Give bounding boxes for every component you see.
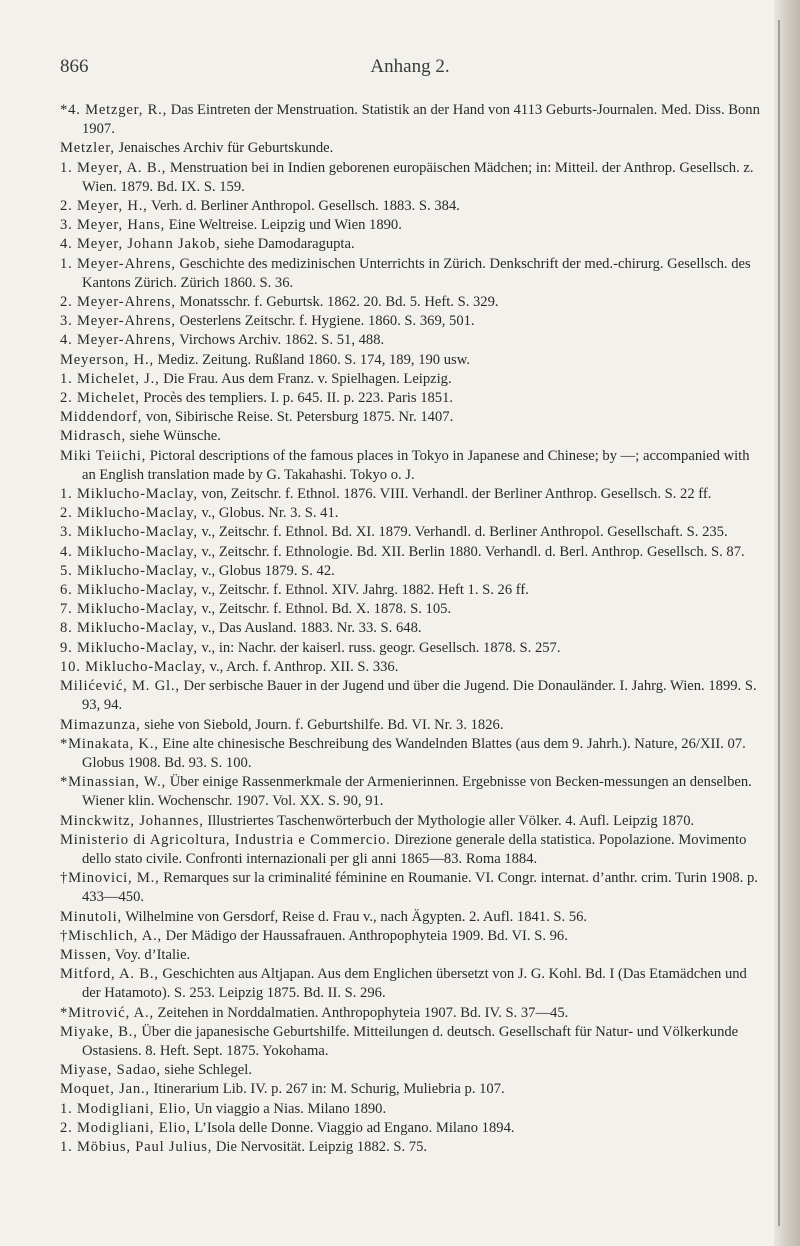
entry-author: 4. Meyer, Johann Jakob, <box>60 236 221 253</box>
entry-text: Die Nervosität. Leipzig 1882. S. 75. <box>212 1138 428 1155</box>
entry-text: Der Mädigo der Haussafrauen. Anthropophyteia 1909. Bd. VI. S. 96. <box>162 927 568 944</box>
bibliography-entry <box>60 485 766 504</box>
entry-text: Über einige Rassenmerkmale der Armenierinnen. Ergebnisse von Becken-messungen an denselben. Wiener klin. Wochenschr. 1907. Vol. XX. S. 90, 91. <box>82 774 752 810</box>
bibliography-entry <box>60 946 766 965</box>
entry-text: Eine Weltreise. Leipzig und Wien 1890. <box>165 217 402 234</box>
bibliography-entry <box>60 293 766 312</box>
entry-author: Minutoli, <box>60 908 122 925</box>
bibliography-entry <box>60 216 766 235</box>
entry-author: Mimazunza, <box>60 716 141 733</box>
bibliography-entry <box>60 619 766 638</box>
entry-author: *Mitrović, A., <box>60 1004 154 1021</box>
bibliography-entry <box>60 389 766 408</box>
entry-author: 2. Miklucho-Maclay, <box>60 505 198 522</box>
entry-author: Miyake, B., <box>60 1023 138 1040</box>
entry-text: Un viaggio a Nias. Milano 1890. <box>190 1100 387 1117</box>
entry-author: 1. Modigliani, Elio, <box>60 1100 191 1117</box>
entry-author: †Mischlich, A., <box>60 927 162 944</box>
bibliography-entry <box>60 1138 766 1157</box>
gutter-line <box>778 20 780 1226</box>
entry-author: 2. Meyer, H., <box>60 198 148 215</box>
bibliography-entry <box>60 735 766 773</box>
bibliography-list <box>60 101 766 1157</box>
entry-author: *Minassian, W., <box>60 774 167 791</box>
bibliography-entry <box>60 543 766 562</box>
entry-author: 7. Miklucho-Maclay, <box>60 601 198 618</box>
entry-text: Eine alte chinesische Beschreibung des Wandelnden Blattes (aus dem 9. Jahrh.). Nature, 26/XII. 07. Globus 1908. Bd. 93. S. 100. <box>82 735 746 771</box>
entry-author: 1. Meyer, A. B., <box>60 159 167 176</box>
entry-author: 4. Miklucho-Maclay, <box>60 543 198 560</box>
entry-text: v., Globus 1879. S. 42. <box>197 562 335 579</box>
bibliography-entry <box>60 255 766 293</box>
entry-author: 2. Meyer-Ahrens, <box>60 294 176 311</box>
entry-author: Ministerio di Agricoltura, Industria e Commercio. <box>60 831 391 848</box>
bibliography-entry <box>60 370 766 389</box>
entry-text: Verh. d. Berliner Anthropol. Gesellsch. 1883. S. 384. <box>147 198 460 215</box>
entry-text: v., Zeitschr. f. Ethnol. Bd. X. 1878. S. 105. <box>197 601 452 618</box>
entry-author: Meyerson, H., <box>60 351 154 368</box>
entry-author: Milićević, M. Gl., <box>60 678 180 695</box>
entry-text: Das Eintreten der Menstruation. Statistik an der Hand von 4113 Geburts-Journalen. Med. Diss. Bonn 1907. <box>82 102 760 138</box>
bibliography-entry <box>60 677 766 715</box>
entry-author: 3. Meyer-Ahrens, <box>60 313 176 330</box>
entry-text: v., Globus. Nr. 3. S. 41. <box>197 505 339 522</box>
entry-text: Remarques sur la criminalité féminine en Roumanie. VI. Congr. internat. d’anthr. crim. Turin 1908. p. 433—450. <box>82 870 758 906</box>
bibliography-entry <box>60 600 766 619</box>
entry-text: Oesterlens Zeitschr. f. Hygiene. 1860. S. 369, 501. <box>175 313 475 330</box>
entry-author: Middendorf, <box>60 409 143 426</box>
entry-author: 1. Möbius, Paul Julius, <box>60 1138 213 1155</box>
bibliography-entry <box>60 331 766 350</box>
entry-author: Moquet, Jan., <box>60 1081 150 1098</box>
entry-author: 8. Miklucho-Maclay, <box>60 620 198 637</box>
bibliography-entry <box>60 965 766 1003</box>
entry-text: Virchows Archiv. 1862. S. 51, 488. <box>175 332 385 349</box>
entry-author: 2. Modigliani, Elio, <box>60 1119 191 1136</box>
bibliography-entry <box>60 504 766 523</box>
bibliography-entry <box>60 312 766 331</box>
page-header <box>60 56 760 84</box>
entry-text: Itinerarium Lib. IV. p. 267 in: M. Schurig, Muliebria p. 107. <box>149 1081 505 1098</box>
page-number: 866 <box>60 56 89 77</box>
entry-text: Die Frau. Aus dem Franz. v. Spielhagen. Leipzig. <box>159 370 452 387</box>
entry-text: Geschichte des medizinischen Unterrichts in Zürich. Denkschrift der med.-chirurg. Gesellsch. des Kantons Zürich. Zürich 1860. S. 36. <box>82 255 751 291</box>
bibliography-entry <box>60 1100 766 1119</box>
entry-text: von, Zeitschr. f. Ethnol. 1876. VIII. Verhandl. der Berliner Anthrop. Gesellsch. S. 22 ff. <box>197 486 712 503</box>
bibliography-entry <box>60 408 766 427</box>
bibliography-entry <box>60 523 766 542</box>
entry-text: Wilhelmine von Gersdorf, Reise d. Frau v., nach Ägypten. 2. Aufl. 1841. S. 56. <box>121 908 588 925</box>
bibliography-entry <box>60 235 766 254</box>
entry-text: von, Sibirische Reise. St. Petersburg 1875. Nr. 1407. <box>142 409 454 426</box>
entry-author: 3. Miklucho-Maclay, <box>60 524 198 541</box>
bibliography-entry <box>60 562 766 581</box>
entry-author: 3. Meyer, Hans, <box>60 217 166 234</box>
entry-text: Über die japanesische Geburtshilfe. Mitteilungen d. deutsch. Gesellschaft für Natur- und Völkerkunde Ostasiens. 8. Heft. Sept. 1875. Yokohama. <box>82 1023 739 1059</box>
entry-author: *4. Metzger, R., <box>60 102 168 118</box>
bibliography-entry <box>60 1023 766 1061</box>
entry-text: Zeitehen in Norddalmatien. Anthropophyteia 1907. Bd. IV. S. 37—45. <box>153 1004 569 1021</box>
entry-text: siehe Damodaragupta. <box>220 236 355 253</box>
entry-author: Mitford, A. B., <box>60 966 159 983</box>
page-gutter <box>774 0 800 1246</box>
bibliography-entry <box>60 908 766 927</box>
entry-text: L’Isola delle Donne. Viaggio ad Engano. Milano 1894. <box>190 1119 515 1136</box>
bibliography-entry <box>60 581 766 600</box>
entry-author: *Minakata, K., <box>60 735 159 752</box>
entry-author: 2. Michelet, <box>60 390 140 407</box>
entry-author: 1. Michelet, J., <box>60 370 160 387</box>
entry-text: Monatsschr. f. Geburtsk. 1862. 20. Bd. 5. Heft. S. 329. <box>175 294 499 311</box>
entry-author: 10. Miklucho-Maclay, <box>60 658 206 675</box>
entry-text: v., Zeitschr. f. Ethnologie. Bd. XII. Berlin 1880. Verhandl. d. Berl. Anthrop. Gesellsch. S. 87. <box>197 543 745 560</box>
entry-text: Der serbische Bauer in der Jugend und über die Jugend. Die Donauländer. I. Jahrg. Wien. 1899. S. 93, 94. <box>82 678 757 714</box>
entry-text: siehe Wünsche. <box>125 428 221 445</box>
bibliography-entry <box>60 1004 766 1023</box>
entry-author: 9. Miklucho-Maclay, <box>60 639 198 656</box>
entry-text: v., Das Ausland. 1883. Nr. 33. S. 648. <box>197 620 422 637</box>
entry-text: Mediz. Zeitung. Rußland 1860. S. 174, 189, 190 usw. <box>153 351 470 368</box>
entry-text: Direzione generale della statistica. Popolazione. Movimento dello stato civile. Confronti internazionali per gli anni 1865—83. Roma 1884. <box>82 831 747 867</box>
entry-text: Voy. d’Italie. <box>111 946 191 963</box>
bibliography-entry <box>60 447 766 485</box>
entry-author: 4. Meyer-Ahrens, <box>60 332 176 349</box>
entry-author: Miki Teiichi, <box>60 447 147 464</box>
entry-text: siehe von Siebold, Journ. f. Geburtshilfe. Bd. VI. Nr. 3. 1826. <box>140 716 504 733</box>
bibliography-entry <box>60 658 766 677</box>
entry-author: Metzler, <box>60 140 115 157</box>
entry-text: Menstruation bei in Indien geborenen europäischen Mädchen; in: Mitteil. der Anthrop. Gesellsch. z. Wien. 1879. Bd. IX. S. 159. <box>82 159 754 195</box>
bibliography-entry <box>60 351 766 370</box>
bibliography-entry <box>60 101 766 139</box>
bibliography-entry <box>60 927 766 946</box>
entry-text: v., Zeitschr. f. Ethnol. Bd. XI. 1879. Verhandl. d. Berliner Anthropol. Gesellschaft. S. 235. <box>197 524 728 541</box>
running-head: Anhang 2. <box>370 56 450 77</box>
bibliography-entry <box>60 639 766 658</box>
entry-author: †Minovici, M., <box>60 870 160 887</box>
entry-text: Jenaisches Archiv für Geburtskunde. <box>114 140 334 157</box>
entry-author: Minckwitz, Johannes, <box>60 812 204 829</box>
entry-text: Illustriertes Taschenwörterbuch der Mythologie aller Völker. 4. Aufl. Leipzig 1870. <box>203 812 695 829</box>
bibliography-entry <box>60 773 766 811</box>
entry-text: v., in: Nachr. der kaiserl. russ. geogr. Gesellsch. 1878. S. 257. <box>197 639 561 656</box>
entry-text: siehe Schlegel. <box>160 1062 252 1079</box>
entry-author: 1. Meyer-Ahrens, <box>60 255 176 272</box>
entry-author: 5. Miklucho-Maclay, <box>60 562 198 579</box>
entry-text: Pictoral descriptions of the famous places in Tokyo in Japanese and Chinese; by —; accompanied with an English translation made by G. Takahashi. Tokyo o. J. <box>82 447 750 483</box>
bibliography-entry <box>60 1119 766 1138</box>
entry-author: Miyase, Sadao, <box>60 1062 161 1079</box>
entry-author: Missen, <box>60 946 112 963</box>
bibliography-entry <box>60 427 766 446</box>
entry-author: Midrasch, <box>60 428 126 445</box>
entry-text: v., Arch. f. Anthrop. XII. S. 336. <box>205 658 399 675</box>
bibliography-entry <box>60 812 766 831</box>
bibliography-entry <box>60 197 766 216</box>
entry-text: v., Zeitschr. f. Ethnol. XIV. Jahrg. 1882. Heft 1. S. 26 ff. <box>197 582 529 599</box>
entry-author: 6. Miklucho-Maclay, <box>60 582 198 599</box>
entry-author: 1. Miklucho-Maclay, <box>60 486 198 503</box>
bibliography-entry <box>60 1061 766 1080</box>
bibliography-entry <box>60 139 766 158</box>
entry-text: Geschichten aus Altjapan. Aus dem Englichen übersetzt von J. G. Kohl. Bd. I (Das Etamädchen und der Hatamoto). S. 253. Leipzig 1875. Bd. II. S. 296. <box>82 966 747 1002</box>
bibliography-entry <box>60 869 766 907</box>
bibliography-entry <box>60 159 766 197</box>
bibliography-entry <box>60 716 766 735</box>
bibliography-entry <box>60 831 766 869</box>
entry-text: Procès des templiers. I. p. 645. II. p. 223. Paris 1851. <box>139 390 454 407</box>
bibliography-entry <box>60 1080 766 1099</box>
